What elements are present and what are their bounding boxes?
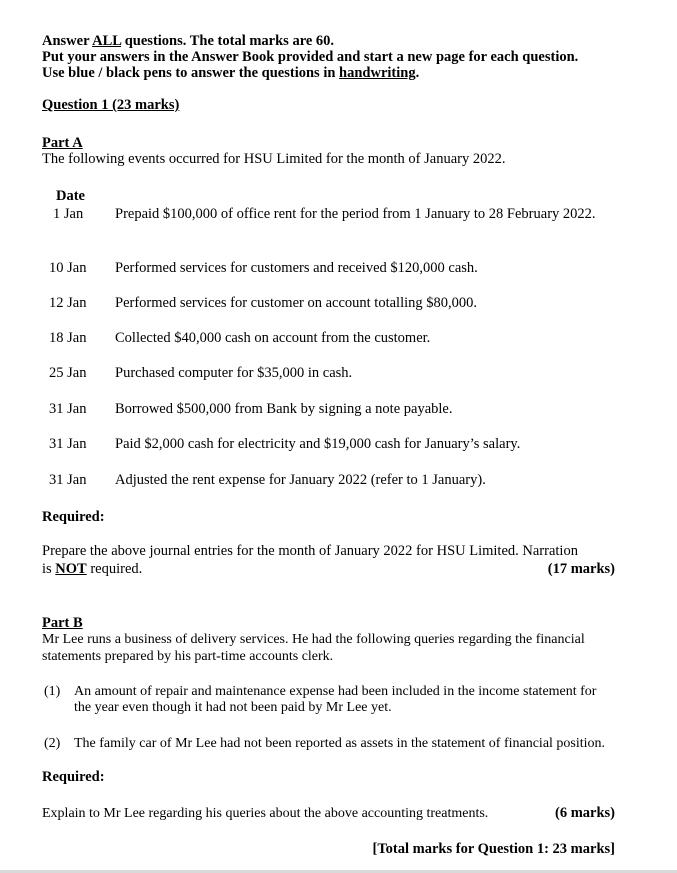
instruction-line-1 xyxy=(42,33,334,50)
event-text: Performed services for customer on account totalling $80,000. xyxy=(115,295,477,311)
required-text: is xyxy=(42,561,56,577)
event-text: Borrowed $500,000 from Bank by signing a note payable. xyxy=(115,401,453,417)
instruction-text: questions. The total marks are 60. xyxy=(121,33,335,49)
part-a-heading: Part A xyxy=(42,135,83,151)
part-b-intro-line-1: Mr Lee runs a business of delivery services. He had the following queries regarding the financial xyxy=(42,632,585,647)
event-text: Prepaid $100,000 of office rent for the period from 1 January to 28 February 2022. xyxy=(115,206,596,222)
required-text: required. xyxy=(86,561,143,577)
event-date: 31 Jan xyxy=(49,401,87,417)
part-b-intro-line-2: statements prepared by his part-time accounts clerk. xyxy=(42,649,334,664)
instruction-emphasis: ALL xyxy=(92,33,122,49)
event-date: 31 Jan xyxy=(49,472,87,488)
instruction-line-3 xyxy=(42,65,419,82)
question-total-marks: [Total marks for Question 1: 23 marks] xyxy=(372,841,615,857)
instruction-text: Use blue / black pens to answer the questions in xyxy=(42,65,340,81)
date-column-header: Date xyxy=(56,188,85,204)
instruction-text: . xyxy=(415,65,420,81)
event-date: 12 Jan xyxy=(49,295,87,311)
part-a-required-line-2 xyxy=(42,561,142,578)
event-date: 31 Jan xyxy=(49,436,87,452)
event-text: Paid $2,000 cash for electricity and $19,000 cash for January’s salary. xyxy=(115,436,521,452)
event-date: 1 Jan xyxy=(53,206,84,222)
required-emphasis: NOT xyxy=(55,561,87,577)
event-date: 10 Jan xyxy=(49,260,87,276)
instruction-line-2: Put your answers in the Answer Book provided and start a new page for each question. xyxy=(42,49,579,65)
part-b-required-label: Required: xyxy=(42,769,105,785)
part-a-required-line-1: Prepare the above journal entries for the month of January 2022 for HSU Limited. Narration xyxy=(42,543,578,559)
part-b-marks: (6 marks) xyxy=(554,805,615,821)
part-a-marks: (17 marks) xyxy=(547,561,615,577)
query-text-line-1: The family car of Mr Lee had not been reported as assets in the statement of financial position. xyxy=(74,736,606,751)
instruction-text: Answer xyxy=(42,33,93,49)
part-b-required-text: Explain to Mr Lee regarding his queries about the above accounting treatments. xyxy=(42,806,489,821)
query-number: (2) xyxy=(44,736,61,751)
part-a-required-label: Required: xyxy=(42,509,105,525)
event-text: Performed services for customers and received $120,000 cash. xyxy=(115,260,478,276)
question-title: Question 1 (23 marks) xyxy=(42,97,180,113)
query-number: (1) xyxy=(44,684,61,699)
event-text: Collected $40,000 cash on account from the customer. xyxy=(115,330,431,346)
event-text: Purchased computer for $35,000 in cash. xyxy=(115,365,353,381)
instruction-emphasis: handwriting xyxy=(339,65,416,81)
query-text-line-1: An amount of repair and maintenance expense had been included in the income statement for xyxy=(74,684,597,699)
event-date: 18 Jan xyxy=(49,330,87,346)
query-text-line-2: the year even though it had not been paid by Mr Lee yet. xyxy=(74,700,392,715)
part-a-intro: The following events occurred for HSU Limited for the month of January 2022. xyxy=(42,151,506,167)
event-date: 25 Jan xyxy=(49,365,87,381)
event-text: Adjusted the rent expense for January 2022 (refer to 1 January). xyxy=(115,472,486,488)
part-b-heading: Part B xyxy=(42,615,83,631)
